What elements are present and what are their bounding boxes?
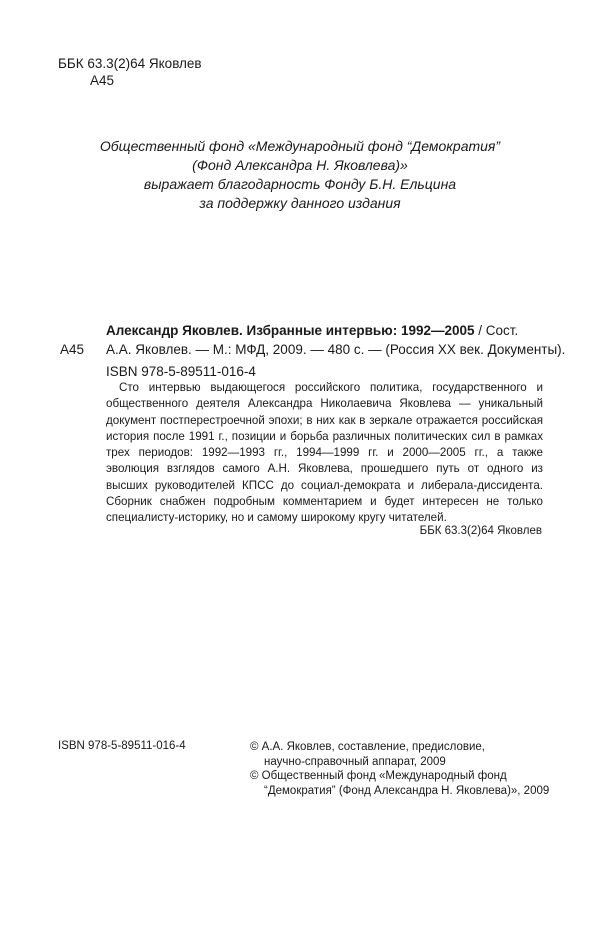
- isbn: ISBN 978-5-89511-016-4: [106, 364, 256, 379]
- bibliographic-details-line: [60, 340, 566, 359]
- bibliographic-record: [60, 321, 566, 381]
- bbk-classification-bottom: ББК 63.3(2)64 Яковлев: [419, 525, 542, 537]
- bbk-classification-top: [58, 55, 202, 89]
- author-mark: А45: [90, 73, 115, 88]
- author-and-title: Александр Яковлев. Избранные интервью: 1992—2005: [106, 323, 475, 338]
- author-code: А45: [60, 342, 85, 357]
- compiler-prefix: / Сост.: [474, 323, 519, 338]
- acknowledgement-line: за поддержку данного издания: [199, 195, 401, 211]
- acknowledgement-line: выражает благодарность Фонду Б.Н. Ельцина: [143, 176, 457, 192]
- annotation: Сто интервью выдающегося российского политика, государственного и общественного деятеля Александра Николаевича Яковлева — уникальный документ постперестроечной эпохи; в них как в зеркале отражается российская история после 1991 г., позиции и борьба различных политических сил в рамках трех периодов: 1992—1993 гг., 1994—1999 гг. и 2000—2005 гг., а также эволюция взглядов самого А.Н. Яковлева, прошедшего путь от одного из высших руководителей КПСС до социал-демократа и либерала-диссидента. Сборник снабжен подробным комментарием и будет интересен не только специалисту-историку, но и самому широкому кругу читателей.: [106, 381, 543, 525]
- footer-isbn: ISBN 978-5-89511-016-4: [58, 740, 186, 752]
- acknowledgement-line: Общественный фонд «Международный фонд “Демократия”: [99, 138, 501, 154]
- copyright-line: “Демократия” (Фонд Александра Н. Яковлева)», 2009: [264, 784, 550, 797]
- acknowledgement-line: (Фонд Александра Н. Яковлева)»: [192, 157, 408, 173]
- publication-details: А.А. Яковлев. — М.: МФД, 2009. — 480 с. — (Россия XX век. Документы).: [106, 342, 566, 357]
- bibliographic-title-line: [60, 321, 543, 340]
- acknowledgement: [60, 137, 540, 213]
- bbk-code: ББК 63.3(2)64 Яковлев: [58, 56, 202, 71]
- copyright-line: © Общественный фонд «Международный фонд: [250, 770, 507, 782]
- copyright-line: © А.А. Яковлев, составление, предисловие,: [250, 741, 485, 753]
- copyright-line: научно-справочный аппарат, 2009: [264, 755, 446, 768]
- copyright-block: [250, 740, 549, 798]
